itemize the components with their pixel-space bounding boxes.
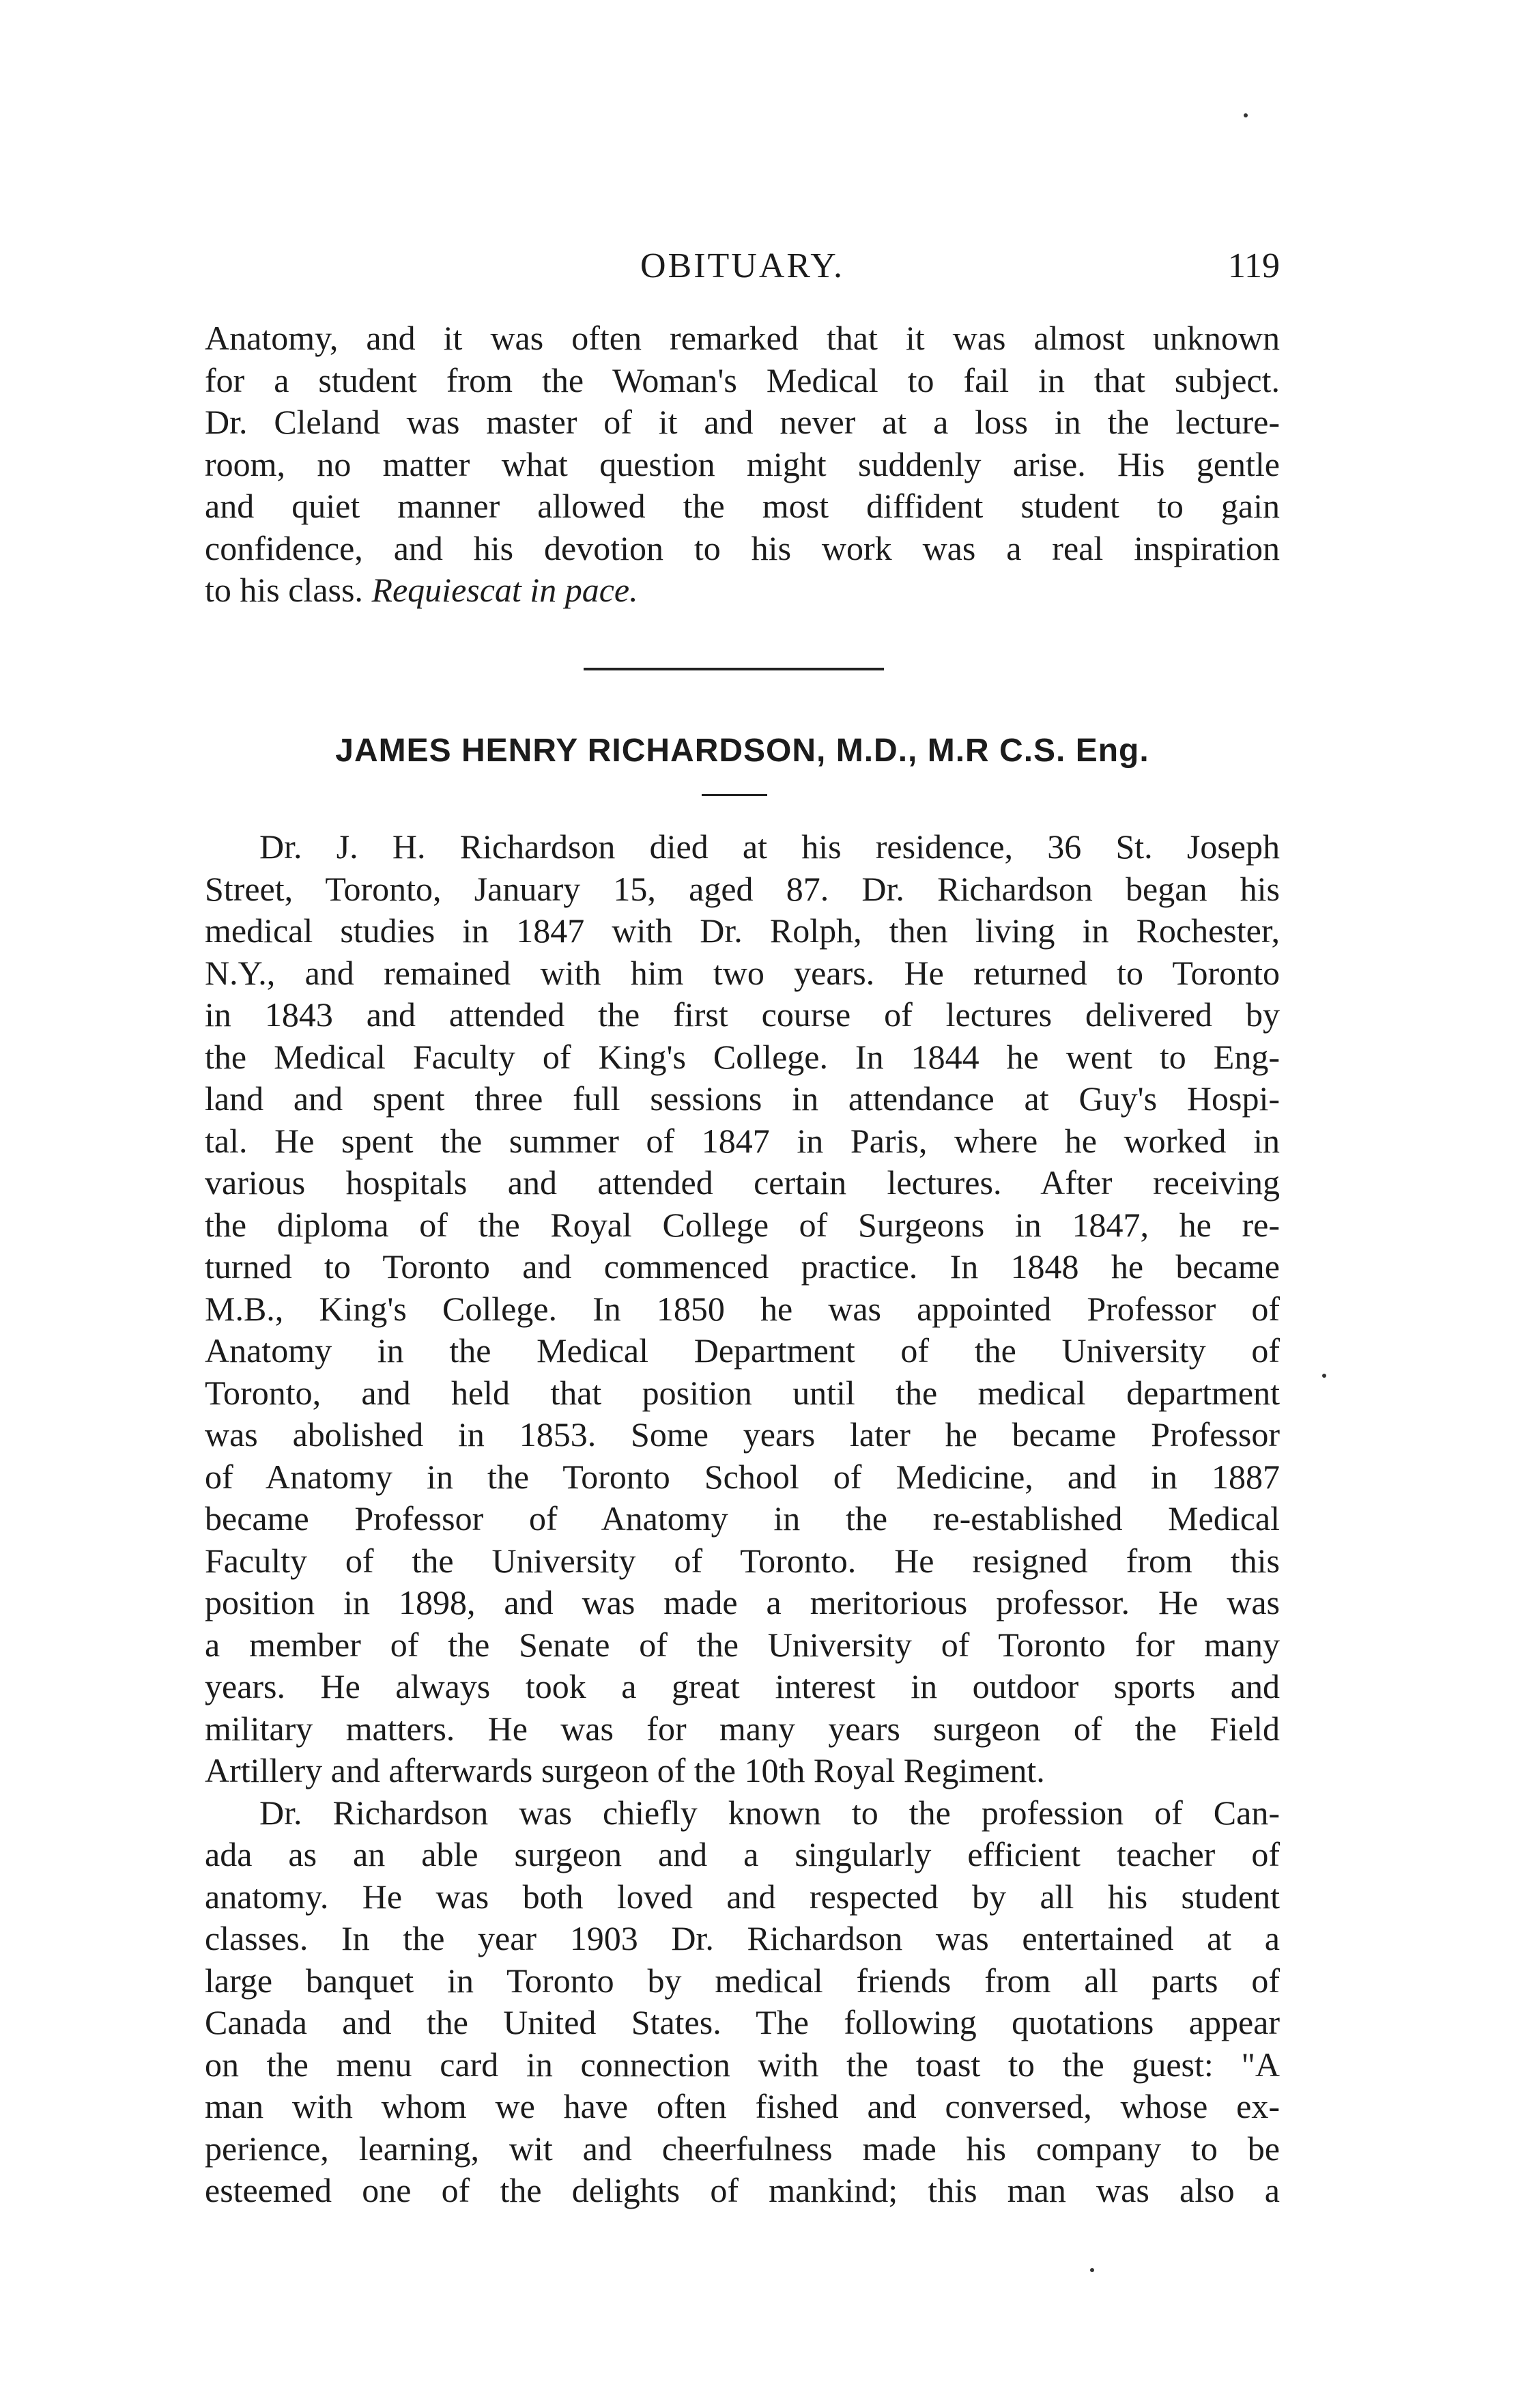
- text-line: Dr. J. H. Richardson died at his residence, 36 St. Joseph: [259, 827, 1280, 866]
- text-line: the diploma of the Royal College of Surgeons in 1847, he re-: [205, 1205, 1280, 1244]
- text-line: military matters. He was for many years surgeon of the Field: [205, 1709, 1280, 1748]
- text-line: of Anatomy in the Toronto School of Medicine, and in 1887: [205, 1457, 1280, 1496]
- text-line: [205, 569, 1280, 612]
- obituary-heading: JAMES HENRY RICHARDSON, M.D., M.R C.S. Eng.: [335, 733, 1149, 769]
- text-line: confidence, and his devotion to his work was a real inspiration: [205, 528, 1280, 567]
- text-line: room, no matter what question might suddenly arise. His gentle: [205, 444, 1280, 483]
- obituary-body: [205, 826, 1280, 2212]
- text-line: anatomy. He was both loved and respected by all his student: [205, 1877, 1280, 1916]
- text-line: in 1843 and attended the first course of lectures delivered by: [205, 995, 1280, 1034]
- text-line: large banquet in Toronto by medical friends from all parts of: [205, 1961, 1280, 2000]
- text-line: for a student from the Woman's Medical to fail in that subject.: [205, 360, 1280, 399]
- text-line: and quiet manner allowed the most diffident student to gain: [205, 487, 1280, 525]
- text-line: N.Y., and remained with him two years. He returned to Toronto: [205, 953, 1280, 992]
- text-line: Dr. Cleland was master of it and never at a loss in the lecture-: [205, 403, 1280, 441]
- text-line: Dr. Richardson was chiefly known to the profession of Can-: [259, 1793, 1280, 1832]
- text-line: a member of the Senate of the University of Toronto for many: [205, 1625, 1280, 1664]
- text-line: medical studies in 1847 with Dr. Rolph, then living in Rochester,: [205, 911, 1280, 950]
- text-line: Toronto, and held that position until the medical department: [205, 1373, 1280, 1412]
- text-line: on the menu card in connection with the toast to the guest: "A: [205, 2045, 1280, 2084]
- text-line: position in 1898, and was made a meritorious professor. He was: [205, 1583, 1280, 1621]
- text-line: turned to Toronto and commenced practice. In 1848 he became: [205, 1247, 1280, 1286]
- text-line: M.B., King's College. In 1850 he was appointed Professor of: [205, 1289, 1280, 1328]
- latin-closing-phrase: Requiescat in pace.: [371, 571, 638, 609]
- heading-underline: [702, 794, 767, 796]
- continued-paragraph: [205, 317, 1280, 612]
- text-line: became Professor of Anatomy in the re-established Medical: [205, 1499, 1280, 1538]
- text-line: various hospitals and attended certain lectures. After receiving: [205, 1163, 1280, 1202]
- text-line: was abolished in 1853. Some years later he became Professor: [205, 1415, 1280, 1454]
- text-line: Faculty of the University of Toronto. He resigned from this: [205, 1541, 1280, 1580]
- text-line: perience, learning, wit and cheerfulness made his company to be: [205, 2129, 1280, 2168]
- text-fragment: to his class.: [205, 571, 363, 609]
- text-line: Canada and the United States. The following quotations appear: [205, 2003, 1280, 2041]
- text-line: Anatomy in the Medical Department of the University of: [205, 1331, 1280, 1370]
- running-title: OBITUARY.: [640, 246, 845, 285]
- text-line: the Medical Faculty of King's College. In 1844 he went to Eng-: [205, 1037, 1280, 1076]
- text-line: land and spent three full sessions in attendance at Guy's Hospi-: [205, 1079, 1280, 1118]
- text-line: classes. In the year 1903 Dr. Richardson was entertained at a: [205, 1919, 1280, 1957]
- text-line: years. He always took a great interest in outdoor sports and: [205, 1667, 1280, 1705]
- section-divider: [584, 668, 884, 670]
- running-head: [205, 242, 1280, 290]
- page-number: 119: [1227, 246, 1280, 285]
- text-line: Anatomy, and it was often remarked that it was almost unknown: [205, 319, 1280, 357]
- text-line: esteemed one of the delights of mankind; this man was also a: [205, 2171, 1280, 2209]
- text-line: tal. He spent the summer of 1847 in Paris, where he worked in: [205, 1121, 1280, 1160]
- text-line: ada as an able surgeon and a singularly efficient teacher of: [205, 1835, 1280, 1873]
- text-line: Street, Toronto, January 15, aged 87. Dr. Richardson began his: [205, 869, 1280, 908]
- scan-speck: [1244, 113, 1248, 117]
- text-line: man with whom we have often fished and conversed, whose ex-: [205, 2087, 1280, 2125]
- scan-speck: [1322, 1374, 1326, 1378]
- text-line: Artillery and afterwards surgeon of the 10th Royal Regiment.: [205, 1751, 1045, 1789]
- scan-speck: [1090, 2268, 1094, 2272]
